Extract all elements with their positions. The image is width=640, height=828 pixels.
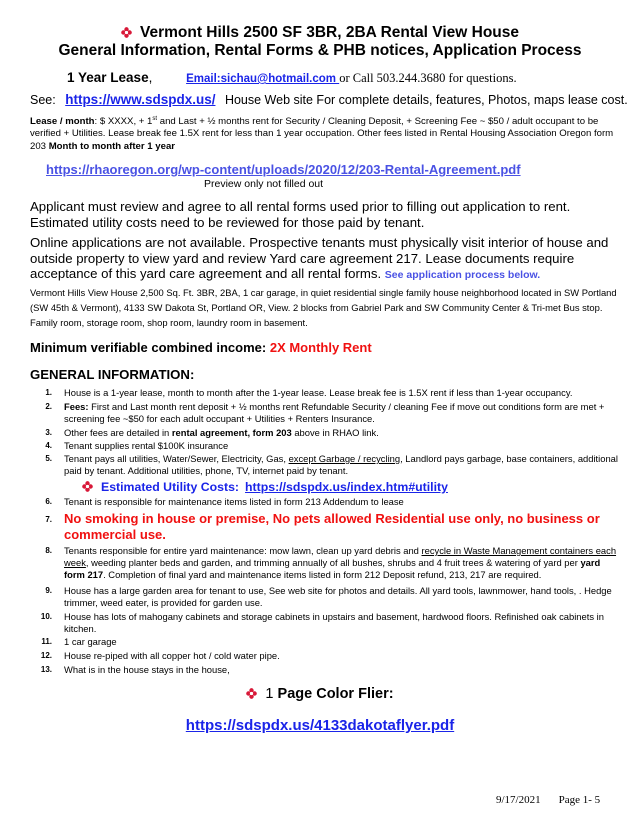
website-line: See: https://www.sdspdx.us/ House Web site For complete details, features, Photos, maps lease cost. (30, 92, 628, 107)
flier-link[interactable]: https://sdspdx.us/4133dakotaflyer.pdf (185, 717, 455, 734)
lease-term: 1 Year Lease (67, 70, 149, 85)
see-process-link[interactable]: See application process below. (384, 269, 541, 281)
call-text: or Call 503.244.3680 for questions. (339, 71, 517, 85)
rental-agreement-link[interactable]: https://rhaoregon.org/wp-content/uploads/2020/12/203-Rental-Agreement.pdf (46, 162, 521, 177)
page-title-line-1: Vermont Hills 2500 SF 3BR, 2BA Rental View House (0, 24, 640, 42)
contact-line: 1 Year Lease, Email:sichau@hotmail.com or Call 503.244.3680 for questions. (67, 70, 517, 85)
website-description: House Web site For complete details, features, Photos, maps lease cost. (224, 93, 628, 107)
preview-note: Preview only not filled out (204, 178, 324, 190)
document-page: Vermont Hills 2500 SF 3BR, 2BA Rental View House General Information, Rental Forms & PHB notices, Application Process 1 Year Lease, Email:sichau@hotmail.com or Call 503.244.3680 for questions. See: https://www.sdspdx.us/ House Web site For complete details, features, Photos, maps lease cost. Lease / month: $ XXXX, + 1st and Last + ½ months rent for Security / Cleaning Deposit, + Screening Fee ~ $50 / adult occupant to be verified + Utilities. Lease break fee 1.5X rent for less than 1 year occupation. Other fees listed in Rental Housing Association Oregon form 203 Month to month after 1 year https://rhaoregon.org/wp-content/uploads/2020/12/203-Rental-Agreement.pdf Preview only not filled out Applicant must review and agree to all rental forms used prior to filling out application to rent. Estimated utility costs need to be reviewed for those paid by tenant. Online applications are not available. Prospective tenants must physically visit interior of house and outside property to view yard and review Yard care agreement 217. Lease documents require acceptance of this yard care agreement and all rental forms. See application process below. Vermont Hills View House 2,500 Sq. Ft. 3BR, 2BA, 1 car garage, in quiet residential single family house neighborhood located in SW Portland (SW 45th & Vermont), 4133 SW Dakota St, Portland OR, View. 2 blocks from Gabriel Park and SW Community Center & Tri-met Bus stop. Family room, storage room, shop room, laundry room in basement. Minimum verifiable combined income: 2X Monthly Rent GENERAL INFORMATION: 1. House is a 1-year lease, month to month after the 1-year lease. Lease break fee is 1.5X rent if less than 1-year occupancy. 2. Fees: First and Last month rent deposit + ½ months rent Refundable Security / cleaning Fee if move out conditions form are met + screening fee ~$50 for each adult occupant + Utilities + Renters Insurance. 3. Other fees are detailed in rental agreement, form 203 above in RHAO link. 4. Tenant supplies rental $100K insurance 5. Tenant pays all utilities, Water/Sewer, Electricity, Gas, except Garbage / recycling, Landlord pays garbage, base containers, additional paid by tenant. Additional utilities, phone, TV, internet paid by tenant. 6. Tenant is responsible for maintenance items listed in form 213 Addendum to lease 7. No smoking in house or premise, No pets allowed Residential use only, no business or commercial use. 8. Tenants responsible for entire yard maintenance: mow lawn, clean up yard debris and recycle in Waste Management containers each week, weeding planter beds and garden, and trimming annually of all bushes, shrubs and 4 fruit trees & watering of yard per yard form 217. Completion of final yard and maintenance items listed in form 212 Deposit refund, 213, 217 are required. 9. House has a large garden area for tenant to use, See web site for photos and details. All yard tools, lawnmower, hand tools, . Hedge trimmer, weed eater, is provided for garden use. 10. House has lots of mahogany cabinets and storage cabinets in upstairs and basement, hardwood floors. Refinished oak cabinets in kitchen. 11. 1 car garage 12. House re-piped with all copper hot / cold water pipe. 13. What is in the house stays in the house, Estimated Utility Costs: https://sdspdx.us/index.htm#utility 1 Page Color Flier: https://sdspdx.us/4133dakotaflyer.pdf 9/17/2021 Page 1- 5 (0, 0, 640, 828)
footer-page-number: Page 1- 5 (558, 794, 601, 806)
general-info-heading: GENERAL INFORMATION: (30, 367, 195, 382)
flower-bullet-icon (82, 481, 93, 492)
flower-bullet-icon (121, 27, 132, 38)
page-footer (496, 794, 600, 806)
income-value: 2X Monthly Rent (269, 340, 372, 355)
flier-heading: 1 Page Color Flier: (0, 686, 640, 702)
utility-costs-line: Estimated Utility Costs: https://sdspdx.us/index.htm#utility (82, 480, 448, 494)
flower-bullet-icon (246, 688, 257, 699)
review-paragraph: Applicant must review and agree to all rental forms used prior to filling out application to rent. Estimated utility costs need to be reviewed for those paid by tenant. (30, 199, 571, 230)
lease-terms: Lease / month: $ XXXX, + 1st and Last + ½ months rent for Security / Cleaning Deposit, + Screening Fee ~ $50 / adult occupant to be verified + Utilities. Lease break fee 1.5X rent for less than 1 year occupation. Other fees listed in Rental Housing Association Oregon form 203 Month to month after 1 year (30, 116, 614, 152)
house-description: Vermont Hills View House 2,500 Sq. Ft. 3BR, 2BA, 1 car garage, in quiet residential single family house neighborhood located in SW Portland (SW 45th & Vermont), 4133 SW Dakota St, Portland OR, View. 2 blocks from Gabriel Park and SW Community Center & Tri-met Bus stop. Family room, storage room, shop room, laundry room in basement. (30, 287, 617, 328)
email-link[interactable]: Email:sichau@hotmail.com (186, 73, 340, 85)
utility-link[interactable]: https://sdspdx.us/index.htm#utility (245, 480, 448, 494)
online-paragraph: Online applications are not available. Prospective tenants must physically visit interior of house and outside property to view yard and review Yard care agreement 217. Lease documents require acceptance of this yard care agreement and all rental forms. See application process below. (30, 235, 609, 281)
page-title-line-2: General Information, Rental Forms & PHB notices, Application Process (58, 42, 582, 59)
income-requirement: Minimum verifiable combined income: 2X Monthly Rent (30, 340, 372, 355)
footer-date: 9/17/2021 (496, 794, 541, 806)
website-link[interactable]: https://www.sdspdx.us/ (65, 92, 216, 107)
